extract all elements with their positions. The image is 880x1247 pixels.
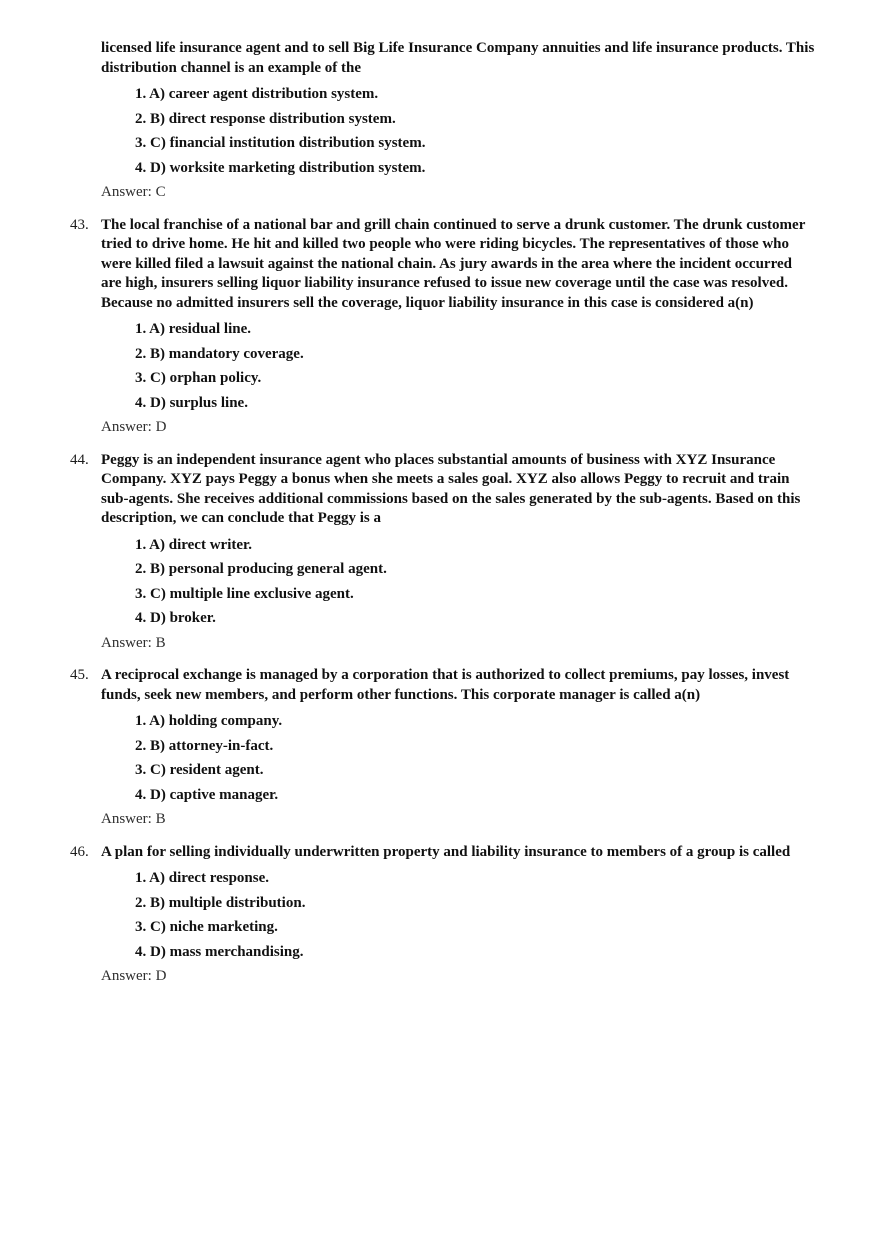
- answer-line: Answer: D: [101, 968, 167, 984]
- option-item: 4. D) broker.: [135, 610, 216, 626]
- option-item: 1. A) direct response.: [135, 870, 270, 886]
- option-item: 3. C) financial institution distribution system.: [135, 135, 426, 151]
- options-list: [135, 536, 880, 629]
- option-item: 3. C) multiple line exclusive agent.: [135, 585, 354, 602]
- answer-line: Answer: B: [101, 634, 166, 651]
- question-text: The local franchise of a national bar and grill chain continued to serve a drunk customer. The drunk customer tried to drive home. He hit and killed two people who were riding bicycles. The representatives of those who were killed filed a lawsuit against the national chain. As jury awards in the area where the incident occurred are high, insurers selling liquor liability insurance refused to issue new coverage until the case was resolved. Because no admitted insurers sell the coverage, liquor liability insurance in this case is considered a(n): [101, 216, 806, 311]
- option-item: 4. D) surplus line.: [135, 394, 248, 411]
- question-number: 45.: [70, 667, 89, 683]
- option-item: 4. D) worksite marketing distribution system.: [135, 159, 426, 176]
- question-block-44: [0, 451, 880, 654]
- question-number: 44.: [70, 451, 89, 468]
- option-item: 2. B) multiple distribution.: [135, 894, 306, 911]
- options-list: [135, 85, 880, 178]
- question-number: 43.: [70, 216, 89, 233]
- question-block-43: [0, 216, 880, 438]
- option-item: 1. A) career agent distribution system.: [135, 86, 379, 102]
- option-item: 1. A) direct writer.: [135, 536, 253, 553]
- options-list: [135, 869, 880, 962]
- option-item: 4. D) mass merchandising.: [135, 943, 304, 960]
- answer-line: Answer: C: [101, 184, 166, 200]
- option-item: 2. B) personal producing general agent.: [135, 561, 387, 577]
- question-text: licensed life insurance agent and to sell Big Life Insurance Company annuities and life insurance products. This distribution channel is an example of the: [101, 40, 815, 76]
- answer-line: Answer: D: [101, 419, 167, 435]
- option-item: 2. B) direct response distribution system.: [135, 110, 396, 127]
- option-item: 1. A) holding company.: [135, 713, 283, 729]
- options-list: [135, 712, 880, 805]
- option-item: 2. B) mandatory coverage.: [135, 345, 304, 362]
- question-number: 46.: [70, 843, 89, 860]
- question-text: Peggy is an independent insurance agent who places substantial amounts of business with XYZ Insurance Company. XYZ pays Peggy a bonus when she meets a sales goal. XYZ also allows Peggy to recruit and train sub-agents. She receives additional commissions based on the sales generated by the sub-agents. Based on this description, we can conclude that Peggy is a: [101, 451, 801, 526]
- question-block-46: [0, 843, 880, 987]
- option-item: 3. C) resident agent.: [135, 762, 264, 778]
- question-text: A reciprocal exchange is managed by a corporation that is authorized to collect premiums, pay losses, invest funds, seek new members, and perform other functions. This corporate manager is called a(n): [101, 667, 790, 703]
- question-block-45: [0, 666, 880, 830]
- option-item: 4. D) captive manager.: [135, 786, 279, 803]
- options-list: [135, 320, 880, 413]
- question-text: A plan for selling individually underwritten property and liability insurance to members of a group is called: [101, 843, 791, 860]
- question-continuation: [0, 39, 880, 203]
- option-item: 3. C) niche marketing.: [135, 919, 278, 935]
- option-item: 3. C) orphan policy.: [135, 370, 262, 386]
- option-item: 2. B) attorney-in-fact.: [135, 737, 274, 754]
- answer-line: Answer: B: [101, 811, 166, 827]
- option-item: 1. A) residual line.: [135, 321, 251, 337]
